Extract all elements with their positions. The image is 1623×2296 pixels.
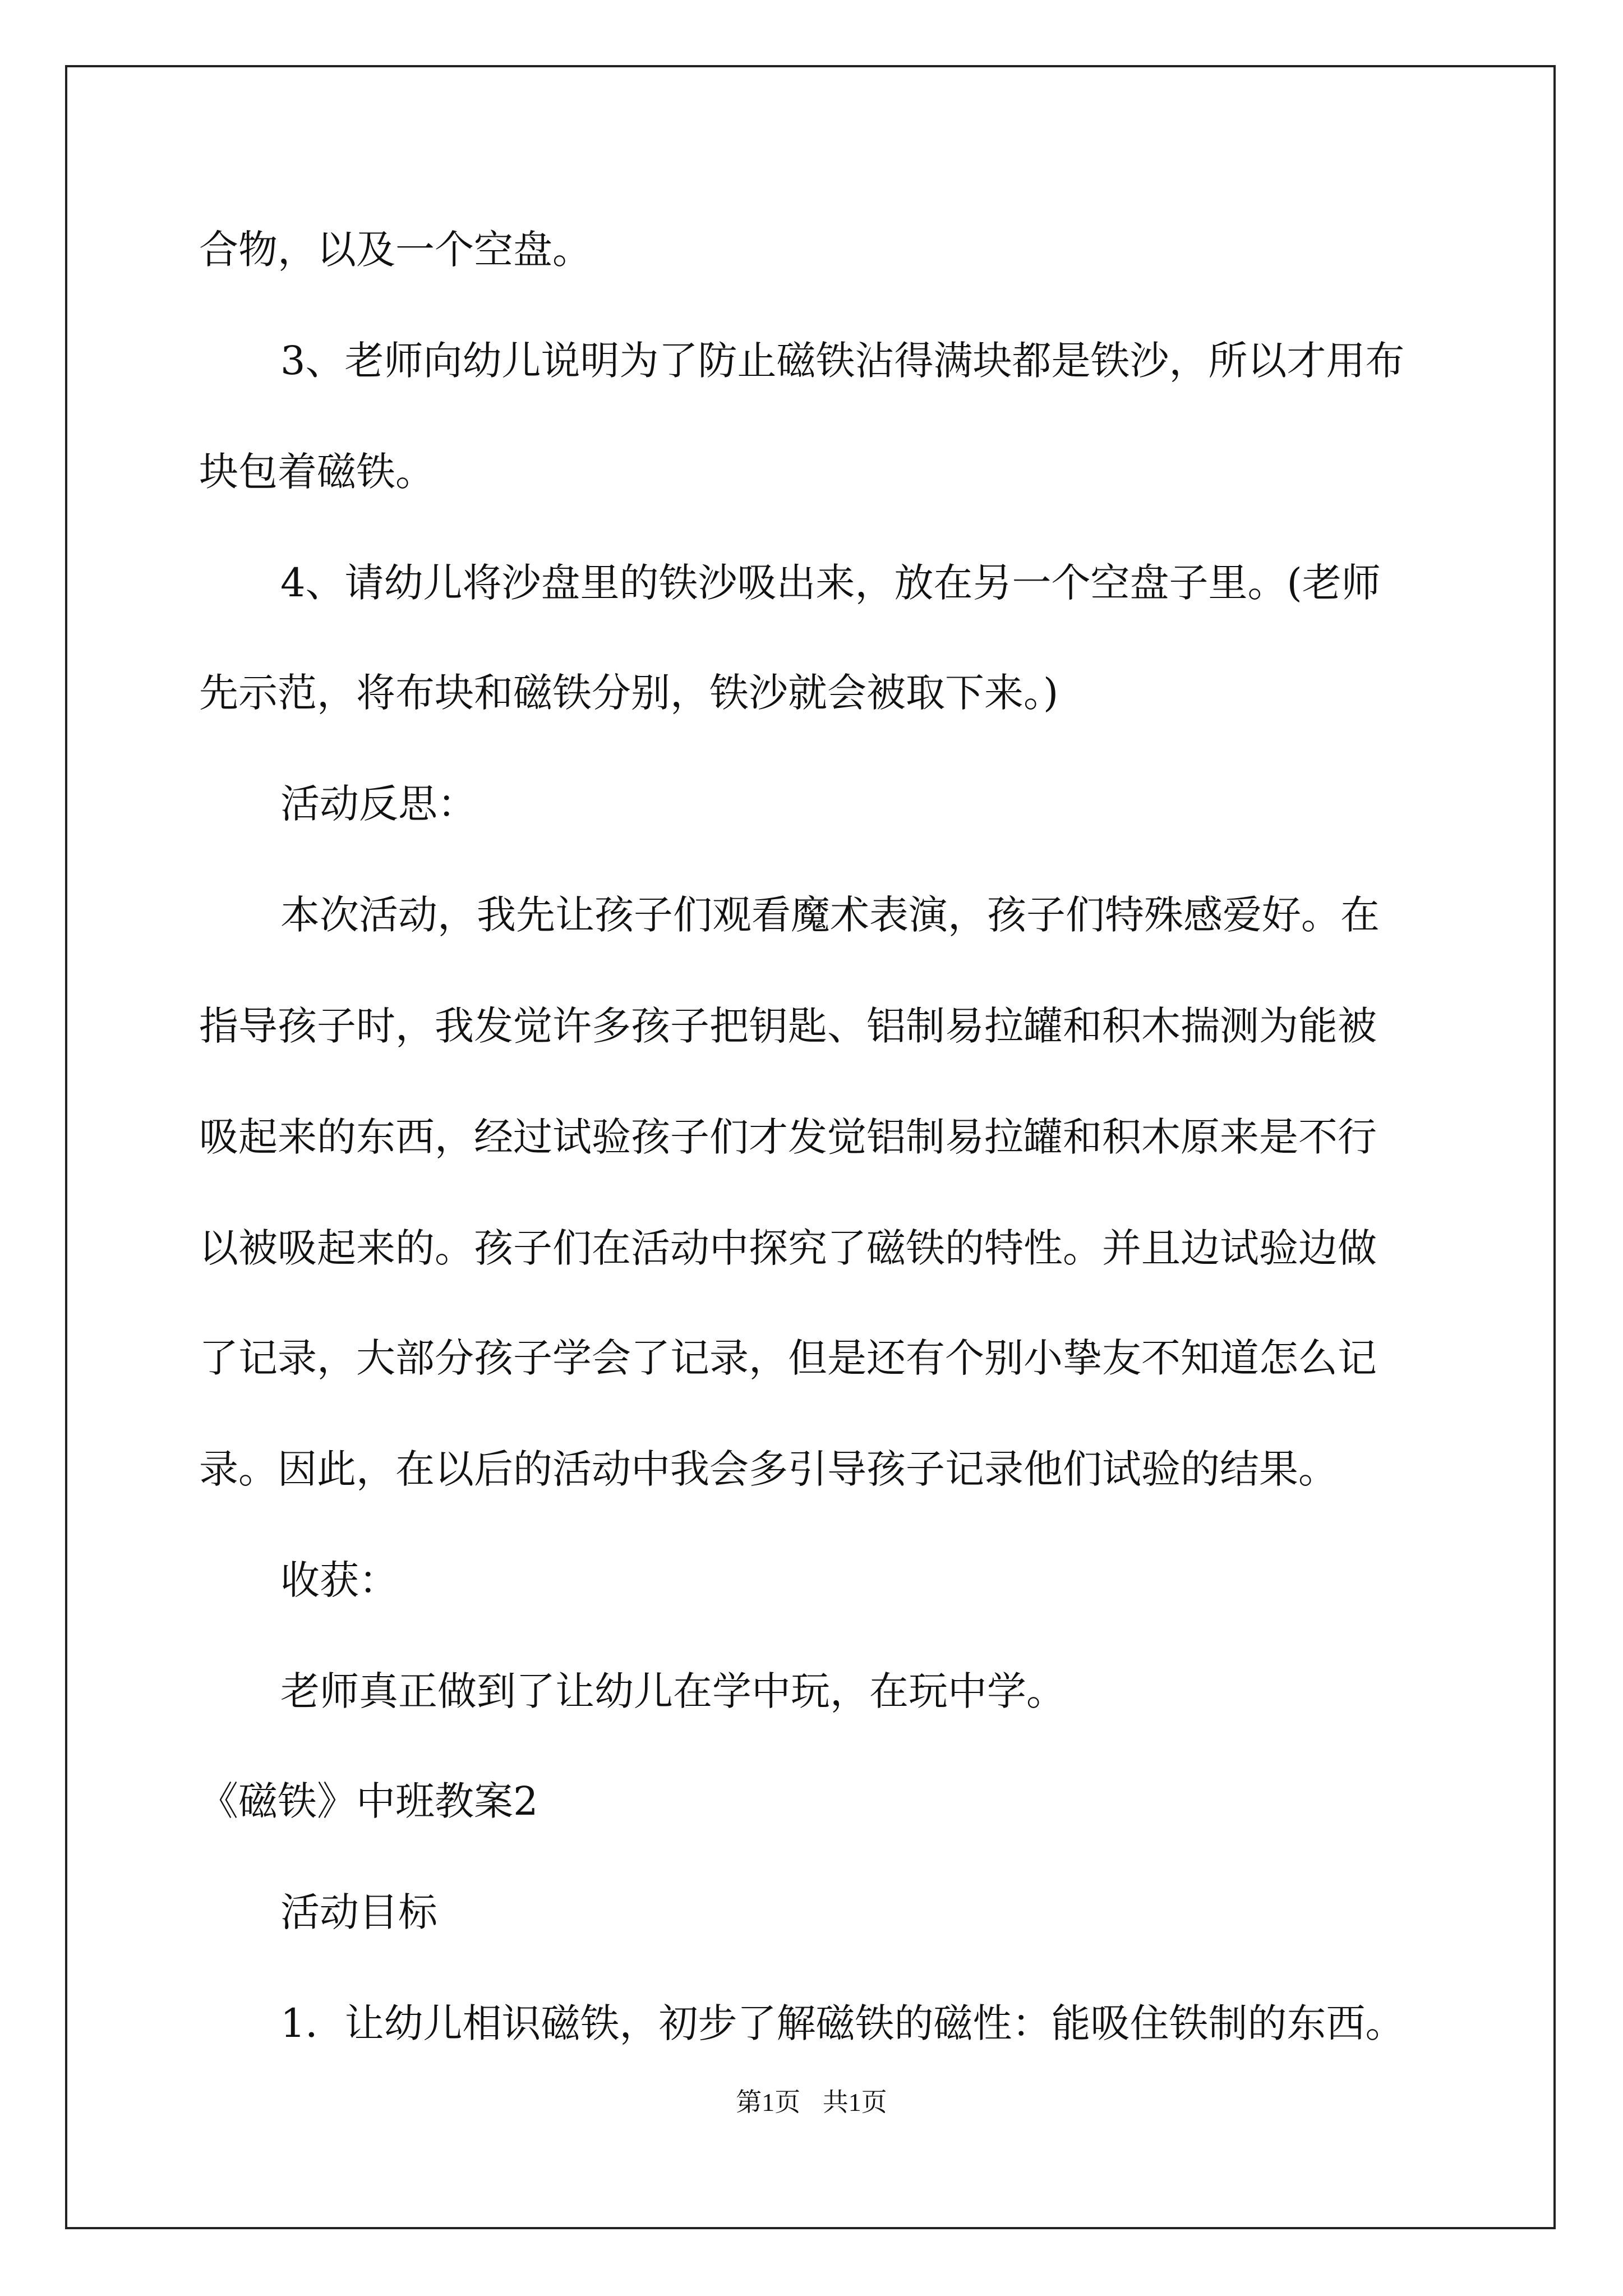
paragraph-line: 4、请幼儿将沙盘里的铁沙吸出来，放在另一个空盘子里。(老师 bbox=[280, 560, 1381, 606]
paragraph-line: 先示范，将布块和磁铁分别，铁沙就会被取下来。) bbox=[199, 670, 1059, 716]
paragraph-line: 吸起来的东西，经过试验孩子们才发觉铝制易拉罐和积木原来是不行 bbox=[199, 1114, 1377, 1160]
paragraph-line: 本次活动，我先让孩子们观看魔术表演，孩子们特殊感爱好。在 bbox=[280, 892, 1380, 938]
section-label: 活动目标 bbox=[280, 1889, 437, 1935]
paragraph-line: 老师真正做到了让幼儿在学中玩，在玩中学。 bbox=[280, 1668, 1066, 1714]
page-total: 共1页 bbox=[822, 2088, 887, 2116]
page-footer bbox=[0, 2088, 1623, 2116]
section-label: 收获： bbox=[280, 1557, 398, 1603]
paragraph-line: 以被吸起来的。孩子们在活动中探究了磁铁的特性。并且边试验边做 bbox=[199, 1225, 1377, 1271]
document-heading: 《磁铁》中班教案2 bbox=[199, 1778, 538, 1824]
paragraph-line: 块包着磁铁。 bbox=[199, 449, 435, 495]
paragraph-line: 了记录，大部分孩子学会了记录，但是还有个别小挚友不知道怎么记 bbox=[199, 1335, 1377, 1381]
paragraph-line: 1．让幼儿相识磁铁，初步了解磁铁的磁性：能吸住铁制的东西。 bbox=[280, 2000, 1405, 2046]
paragraph-line: 录。因此，在以后的活动中我会多引导孩子记录他们试验的结果。 bbox=[199, 1446, 1338, 1492]
paragraph-line: 3、老师向幼儿说明为了防止磁铁沾得满块都是铁沙，所以才用布 bbox=[280, 338, 1405, 384]
section-label: 活动反思： bbox=[280, 781, 477, 827]
paragraph-line: 合物，以及一个空盘。 bbox=[199, 227, 592, 273]
paragraph-line: 指导孩子时，我发觉许多孩子把钥匙、铝制易拉罐和积木揣测为能被 bbox=[199, 1003, 1377, 1049]
page-number: 第1页 bbox=[736, 2088, 801, 2116]
